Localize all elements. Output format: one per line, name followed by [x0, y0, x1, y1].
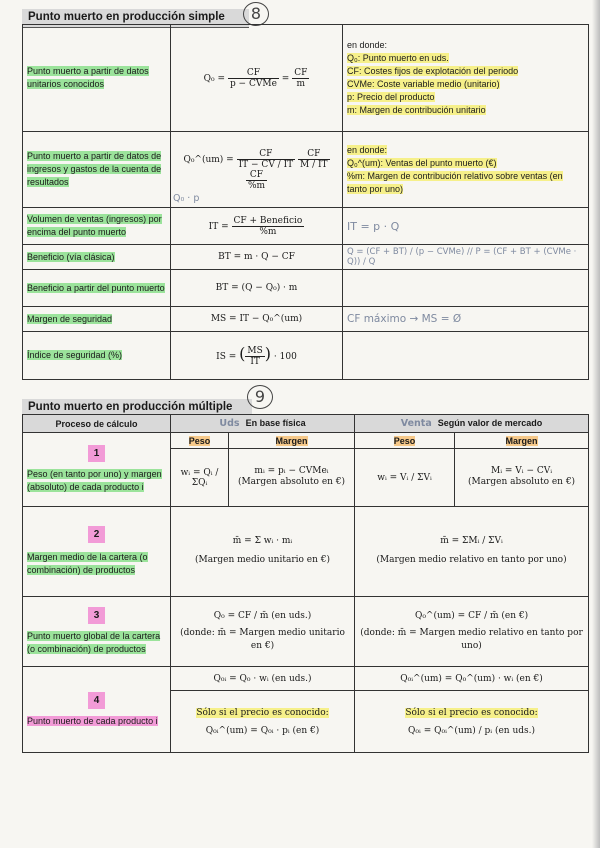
table-row — [23, 597, 589, 667]
text-section1-rows-2-formula-den1: %m — [259, 226, 277, 237]
table-cell — [23, 332, 171, 380]
text-section2-headers-fisica: En base física — [245, 418, 306, 428]
handwritten-note: CF máximo → MS = Ø — [343, 307, 589, 332]
text-section1-rows-0-formula-num1: CF — [228, 68, 279, 79]
table-cell — [23, 245, 171, 270]
table-cell — [355, 691, 589, 753]
text-section1-rows-1-label: Punto muerto a partir de datos de ingresos y gastos de la cuenta de resultados — [27, 151, 162, 187]
text-section1-rows-0-formula-den1: p − CVMe — [229, 78, 277, 89]
text-section1-rows-6-formula-tail: · 100 — [273, 352, 297, 362]
text-section2-steps-0-margen_f: mᵢ = pᵢ − CVMeᵢ — [254, 466, 329, 476]
text-section1-rows-1-formula-num3: CF — [246, 170, 267, 181]
text-section1-rows-0-formula-num2: CF — [294, 67, 308, 78]
table-cell — [229, 449, 355, 507]
table-cell — [355, 597, 589, 667]
table-cell — [23, 270, 171, 307]
formula-part — [246, 170, 267, 191]
table-row — [23, 332, 589, 380]
table-row — [23, 245, 589, 270]
text-section2-steps-0-peso_f: wᵢ = Qᵢ / ΣQᵢ — [171, 449, 229, 507]
step-badge: 4 — [88, 692, 106, 709]
text-section1-rows-3-label: Beneficio (vía clásica) — [27, 251, 115, 262]
formula-part — [245, 346, 264, 367]
text-section1-rows-6-formula-num1: MS — [247, 346, 263, 356]
formula-cell — [171, 132, 343, 208]
notes-cell — [343, 25, 589, 132]
text-section2-headers-mercado_hand: Venta — [400, 418, 432, 429]
text-section1-rows-3-formula-text: BT = m · Q − CF — [171, 245, 343, 270]
section2-table — [22, 414, 589, 753]
section1-title-text: Punto muerto en producción simple — [28, 11, 225, 23]
text-section1-rows-0-formula-eq: = — [281, 73, 290, 84]
text-section2-subheaders-peso: Peso — [188, 435, 211, 446]
handwritten-note: Q = (CF + BT) / (p − CVMe) // P = (CF + BT + (CVMe · Q)) / Q — [343, 245, 589, 270]
text-section2-headers-fisica_hand: Uds — [219, 418, 240, 429]
table-cell — [343, 332, 589, 380]
text-section2-steps-0-peso2_f: wᵢ = Vᵢ / ΣVᵢ — [355, 449, 455, 507]
table-row — [23, 307, 589, 332]
row-label: Punto muerto a partir de datos unitarios conocidos — [27, 66, 149, 89]
table-cell — [23, 507, 171, 597]
table-cell — [23, 208, 171, 245]
text-section2-steps-1-label: Margen medio de la cartera (o combinación) de productos — [27, 552, 148, 575]
scan-edge-shadow — [592, 0, 600, 848]
text-section1-rows-0-formula-den2: m — [296, 78, 306, 89]
text-section2-steps-0-margen_note: (Margen absoluto en €) — [237, 477, 346, 487]
section2-number-circle — [247, 385, 273, 409]
text-section2-steps-3-fisica_f2: Q₀ᵢ^(um) = Q₀ᵢ · pᵢ (en €) — [205, 726, 320, 736]
text-section2-steps-1-mercado_note: (Margen medio relativo en tanto por uno) — [376, 555, 567, 565]
table-cell — [23, 667, 171, 753]
table-cell — [23, 132, 171, 208]
formula-part — [232, 216, 305, 237]
text-section1-rows-0-notes-5: m: Margen de contribución unitario — [347, 105, 486, 115]
handwritten-note: IT = p · Q — [343, 208, 589, 245]
table-row — [23, 270, 589, 307]
table-row — [23, 433, 589, 449]
table-cell — [171, 507, 355, 597]
text-section2-steps-0-margen2_f: Mᵢ = Vᵢ − CVᵢ — [490, 466, 553, 476]
table-cell — [229, 433, 355, 449]
text-section2-steps-1-fisica_f: m̄ = Σ wᵢ · mᵢ — [232, 536, 293, 546]
table-header-row — [23, 415, 589, 433]
table-cell — [23, 433, 171, 507]
table-row — [23, 208, 589, 245]
text-section1-rows-0-formula-lhs: Q₀ = — [203, 73, 226, 84]
text-section1-rows-0-notes-1: Q₀: Punto muerto en uds. — [347, 53, 449, 63]
table-cell — [343, 270, 589, 307]
text-section1-rows-1-notes-1: Q₀^(um): Ventas del punto muerto (€) — [347, 157, 497, 168]
table-row — [23, 132, 589, 208]
step-badge: 2 — [88, 526, 106, 543]
handwritten-note: Q₀ · p — [173, 193, 200, 204]
table-cell — [23, 307, 171, 332]
table-cell — [455, 433, 589, 449]
text-section2-steps-1-fisica_note: (Margen medio unitario en €) — [194, 555, 331, 565]
section2-title-text: Punto muerto en producción múltiple — [28, 401, 233, 413]
text-section1-rows-1-notes-0: en donde: — [347, 144, 388, 155]
text-section1-rows-0-notes-3: CVMe: Coste variable medio (unitario) — [347, 79, 500, 89]
table-cell — [355, 415, 589, 433]
text-section1-rows-4-formula-text: BT = (Q − Q₀) · m — [171, 270, 343, 307]
text-section1-rows-1-formula-den3: %m — [247, 180, 266, 191]
table-cell — [355, 507, 589, 597]
text-section1-rows-0-notes-0: en donde: — [347, 40, 388, 50]
text-section2-steps-0-margen2_note: (Margen absoluto en €) — [467, 477, 576, 487]
text-section2-subheaders-peso2: Peso — [393, 435, 416, 446]
text-section1-rows-5-formula-text: MS = IT − Q₀^(um) — [171, 307, 343, 332]
text-section2-steps-2-label: Punto muerto global de la cartera (o combinación) de productos — [27, 631, 161, 654]
formula-part — [298, 149, 330, 170]
table-row — [23, 25, 589, 132]
text-section1-rows-6-label: Índice de seguridad (%) — [27, 350, 123, 360]
formula-part — [228, 68, 279, 89]
table-cell — [171, 208, 343, 245]
text-section1-rows-2-label: Volumen de ventas (ingresos) por encima del punto muerto — [27, 214, 162, 237]
step-badge: 1 — [88, 445, 106, 462]
table-cell — [171, 691, 355, 753]
text-section2-steps-0-label: Peso (en tanto por uno) y margen (absoluto) de cada producto i — [27, 469, 162, 492]
table-cell — [171, 415, 355, 433]
text-section1-rows-0-notes-4: p: Precio del producto — [347, 92, 435, 102]
formula-cell — [171, 25, 343, 132]
text-section2-headers-proceso: Proceso de cálculo — [23, 415, 171, 433]
text-section2-steps-3-mercado_f: Q₀ᵢ^(um) = Q₀^(um) · wᵢ (en €) — [355, 667, 589, 691]
table-cell — [171, 433, 229, 449]
formula-part — [237, 149, 296, 170]
table-cell — [355, 433, 455, 449]
text-section1-rows-1-notes-2: %m: Margen de contribución relativo sobre ventas (en tanto por uno) — [347, 170, 563, 194]
text-section1-rows-6-formula-den1: IT — [250, 357, 260, 367]
table-cell — [23, 25, 171, 132]
text-section2-steps-2-fisica_note: (donde: m̄ = Margen medio unitario en €) — [180, 627, 345, 651]
table-cell — [23, 597, 171, 667]
text-section2-subheaders-margen2: Margen — [505, 435, 538, 446]
text-section2-steps-3-label: Punto muerto de cada producto i — [27, 715, 158, 726]
text-section1-rows-2-formula-lhs: IT = — [208, 221, 229, 232]
table-row — [23, 507, 589, 597]
text-section2-headers-mercado: Según valor de mercado — [437, 418, 543, 428]
text-section2-steps-1-mercado_f: m̄ = ΣMᵢ / ΣVᵢ — [440, 536, 503, 546]
table-cell — [455, 449, 589, 507]
section1-number-circle — [243, 2, 269, 26]
text-section2-steps-3-mercado_cond: Sólo si el precio es conocido: — [405, 708, 538, 718]
text-section2-steps-2-mercado_note: (donde: m̄ = Margen medio relativo en tanto por uno) — [360, 627, 583, 651]
text-section1-rows-6-formula-lhs: IS = — [216, 352, 237, 362]
text-section2-steps-2-mercado_f: Q₀^(um) = CF / m̄ (en €) — [414, 610, 529, 621]
text-section1-rows-1-formula-num2: CF — [298, 149, 330, 160]
text-section2-circle: 9 — [254, 387, 266, 406]
text-section1-rows-1-formula-num1: CF — [237, 149, 296, 160]
formula-part — [292, 68, 309, 89]
text-section1-rows-1-formula-den1: IT − CV / IT — [238, 159, 294, 170]
table-row — [23, 667, 589, 691]
text-section2-steps-3-fisica_cond: Sólo si el precio es conocido: — [196, 708, 329, 718]
text-section1-rows-0-notes-2: CF: Costes fijos de explotación del periodo — [347, 66, 519, 76]
text-section2-steps-3-mercado_f2: Q₀ᵢ = Q₀ᵢ^(um) / pᵢ (en uds.) — [408, 726, 536, 736]
text-section1-rows-1-formula-den2: M / IT — [300, 159, 328, 170]
notes-cell — [343, 132, 589, 208]
text-section1-rows-4-label: Beneficio a partir del punto muerto — [27, 282, 165, 293]
text-section2-subheaders-margen: Margen — [275, 435, 308, 446]
section1-table — [22, 24, 589, 380]
text-section1-circle: 8 — [250, 4, 262, 23]
text-section1-rows-5-label: Margen de seguridad — [27, 313, 113, 324]
text-section2-steps-3-fisica_f: Q₀ᵢ = Q₀ · wᵢ (en uds.) — [171, 667, 355, 691]
table-cell: IS = ( $\frac{MS}{IT}$ ) · 100 — [171, 332, 343, 380]
step-badge: 3 — [88, 607, 106, 624]
table-cell — [171, 597, 355, 667]
text-section2-steps-2-fisica_f: Q₀ = CF / m̄ (en uds.) — [213, 610, 312, 621]
text-section1-rows-2-formula-num1: CF + Beneficio — [233, 215, 303, 226]
text-section1-rows-1-formula-lhs: Q₀^(um) = — [183, 154, 234, 165]
